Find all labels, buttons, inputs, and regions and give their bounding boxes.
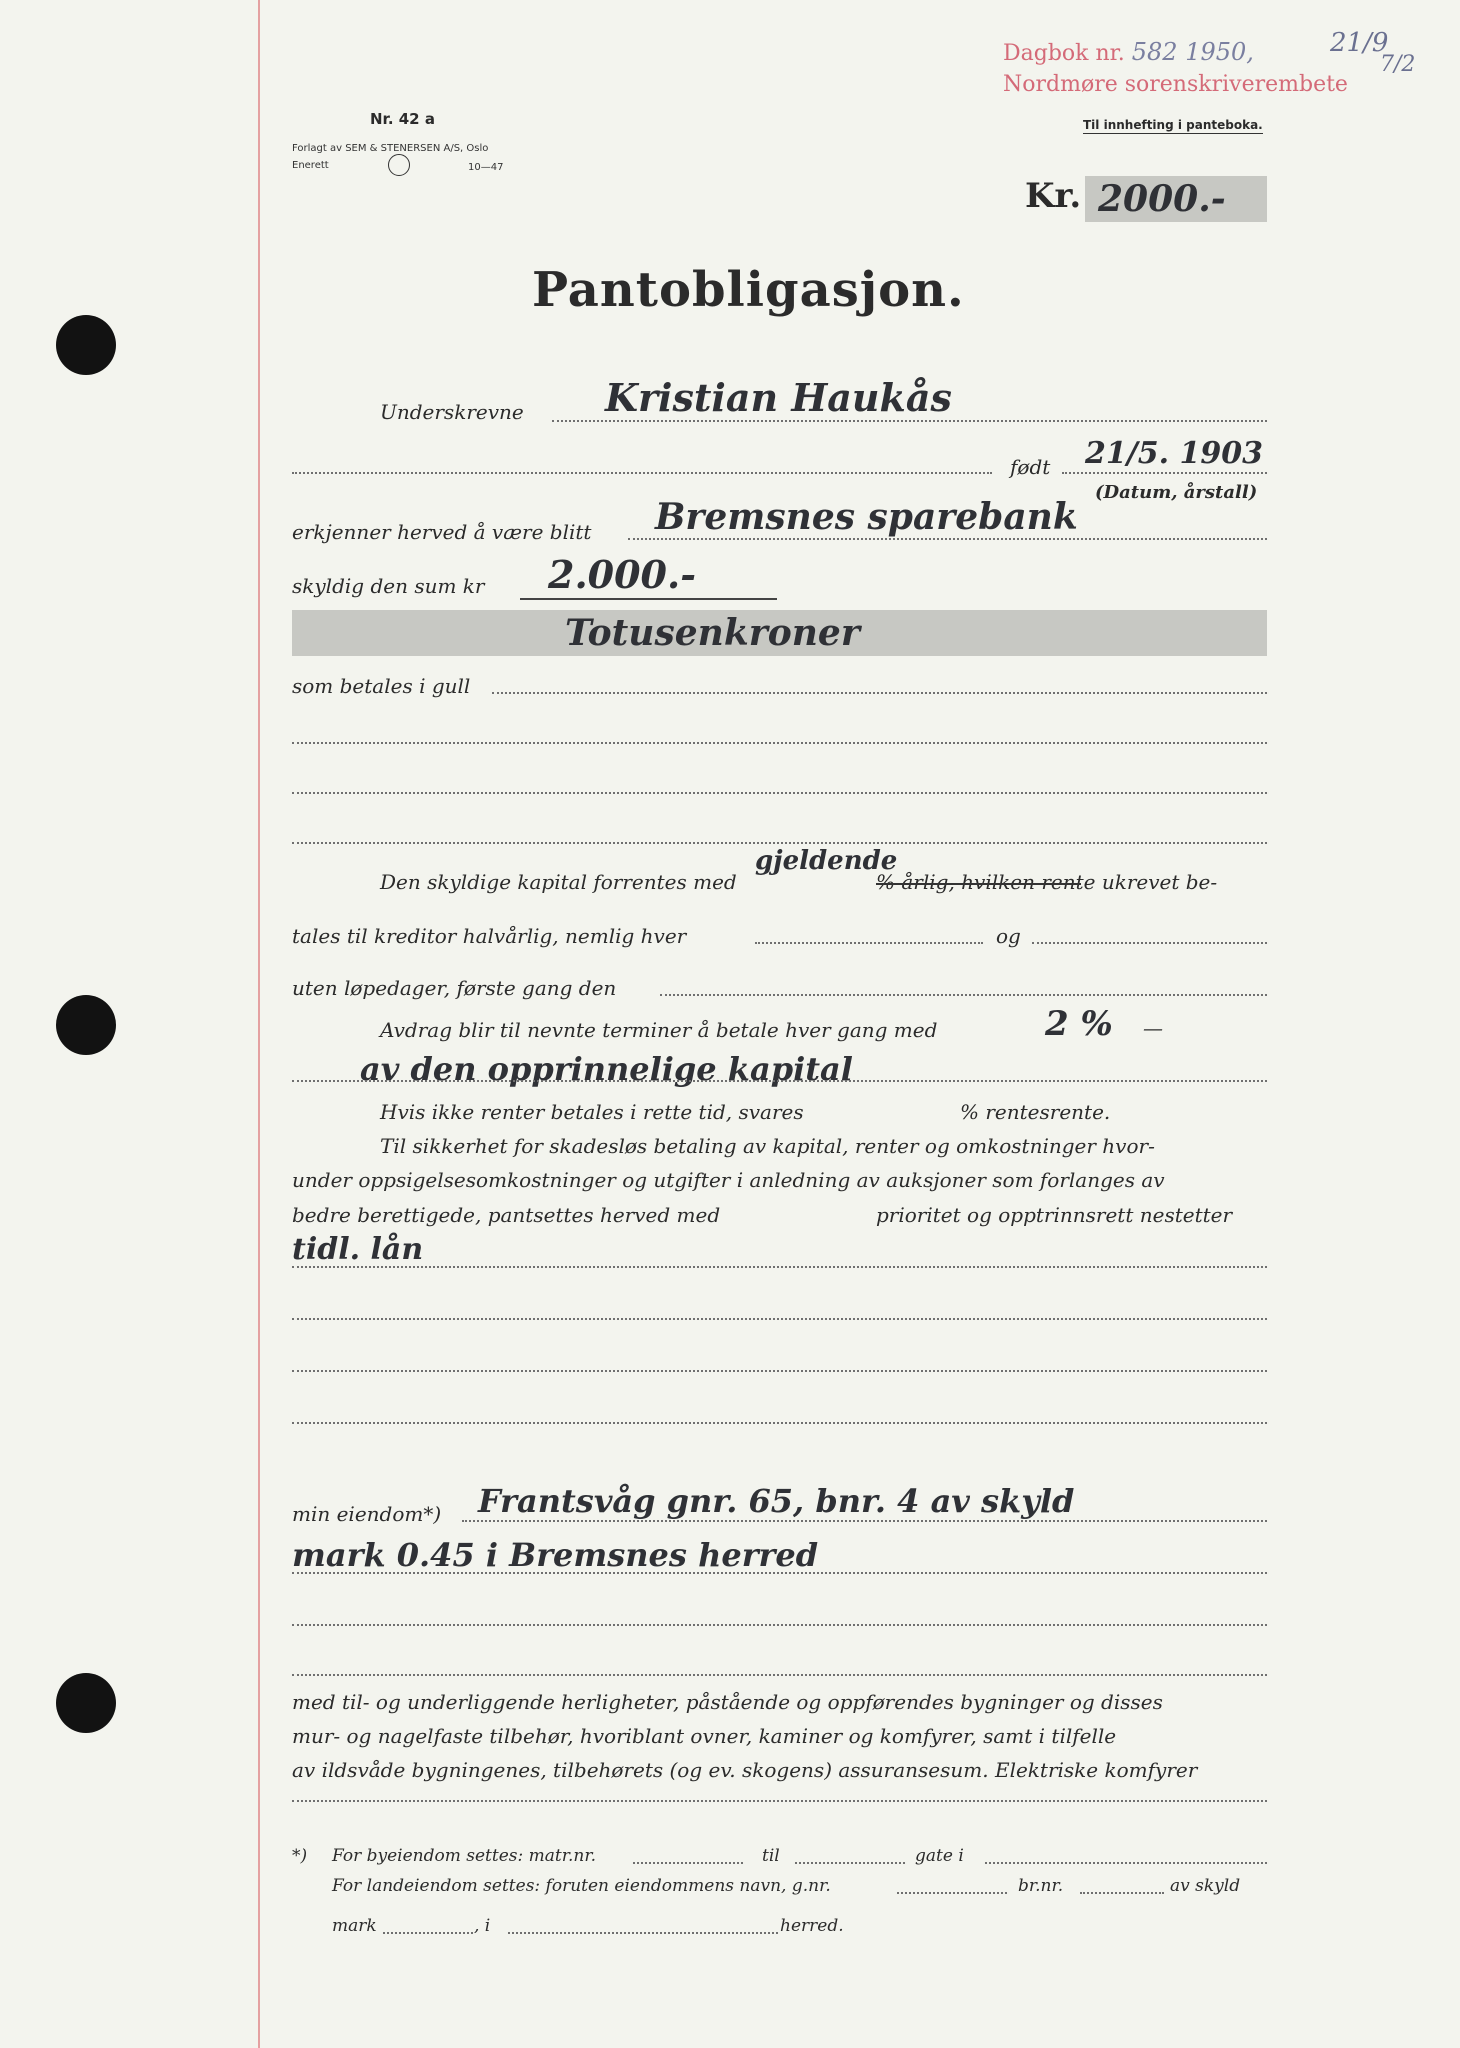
- datum-hint: (Datum, årstall): [1095, 482, 1258, 503]
- terms-line2-b: og: [996, 924, 1021, 948]
- footnote-line3-c: herred.: [780, 1916, 844, 1936]
- punch-hole-bottom: [56, 1673, 116, 1733]
- property-label: min eiendom*): [292, 1502, 442, 1526]
- terms-line2-a: tales til kreditor halvårlig, nemlig hver: [292, 924, 687, 948]
- terms-line3-a: uten løpedager, første gang den: [292, 976, 617, 1000]
- skyldig-label: skyldig den sum kr: [292, 574, 485, 598]
- terms-line4-handwritten: 2 %: [1045, 1004, 1113, 1044]
- property-value-line1: Frantsvåg gnr. 65, bnr. 4 av skyld: [478, 1482, 1075, 1520]
- terms-line10-handwritten: tidl. lån: [292, 1232, 424, 1267]
- form-number: Nr. 42 a: [370, 110, 435, 128]
- stamp-dagbok-number: 582 1950,: [1131, 38, 1254, 66]
- closing-line3: av ildsvåde bygningenes, tilbehørets (og ev. skogens) assuransesum. Elektriske komfyrer: [292, 1758, 1198, 1782]
- fodt-value: 21/5. 1903: [1085, 436, 1263, 471]
- document-title: Pantobligasjon.: [532, 262, 965, 318]
- terms-line8: under oppsigelsesomkostninger og utgifter i anledning av auksjoner som forlanges av: [292, 1168, 1165, 1192]
- footnote-line3-b: , i: [474, 1916, 491, 1936]
- stamp-dagbok: [1003, 38, 1254, 66]
- underskrevne-label: Underskrevne: [380, 400, 524, 424]
- strike-line: [876, 883, 1081, 885]
- punch-hole-middle: [56, 995, 116, 1055]
- footnote-line2-a: For landeiendom settes: foruten eiendommens navn, g.nr.: [332, 1876, 831, 1896]
- footnote-line1-a: For byeiendom settes: matr.nr.: [332, 1846, 596, 1866]
- underskrevne-value: Kristian Haukås: [605, 375, 952, 420]
- publisher-date: 10—47: [468, 162, 504, 173]
- terms-line1-a: Den skyldige kapital forrentes med: [380, 870, 737, 894]
- footnote-line2-c: av skyld: [1170, 1876, 1241, 1896]
- stamp-date-handwritten-2: 7/2: [1380, 52, 1416, 77]
- terms-line9-b: prioritet og opptrinnsrett nestetter: [876, 1203, 1233, 1227]
- terms-line9-a: bedre berettigede, pantsettes herved med: [292, 1203, 721, 1227]
- erkjenner-value: Bremsnes sparebank: [655, 496, 1078, 538]
- terms-line4-dash: —: [1143, 1016, 1163, 1040]
- margin-line: [258, 0, 260, 2048]
- stamp-dagbok-label: Dagbok nr.: [1003, 41, 1125, 66]
- punch-hole-top: [56, 315, 116, 375]
- footnote-line3-a: mark: [332, 1916, 377, 1936]
- terms-line7: Til sikkerhet for skadesløs betaling av kapital, renter og omkostninger hvor-: [380, 1134, 1155, 1158]
- terms-line4-a: Avdrag blir til nevnte terminer å betale hver gang med: [380, 1018, 938, 1042]
- footnote-line1-b: til: [762, 1846, 780, 1866]
- terms-line5-handwritten: av den opprinnelige kapital: [360, 1050, 853, 1088]
- closing-line2: mur- og nagelfaste tilbehør, hvoriblant ovner, kaminer og komfyrer, samt i tilfelle: [292, 1724, 1117, 1748]
- terms-line1-handwritten: gjeldende: [755, 846, 898, 876]
- property-value-line2: mark 0.45 i Bremsnes herred: [292, 1536, 819, 1574]
- publisher-enerett: Enerett: [292, 160, 329, 171]
- publisher-logo: [388, 154, 410, 176]
- gull-label: som betales i gull: [292, 674, 471, 698]
- terms-line6-a: Hvis ikke renter betales i rette tid, svares: [380, 1100, 804, 1124]
- kr-value: 2000.-: [1098, 178, 1226, 220]
- closing-line1: med til- og underliggende herligheter, påstående og oppførendes bygninger og disses: [292, 1690, 1163, 1714]
- erkjenner-label: erkjenner herved å være blitt: [292, 520, 592, 544]
- footnote-marker: *): [292, 1846, 308, 1866]
- terms-line1-b: % årlig, hvilken rente ukrevet be-: [876, 870, 1218, 894]
- stamp-court: Nordmøre sorenskriverembete: [1003, 72, 1348, 97]
- stamp-date-handwritten: 21/9: [1330, 28, 1389, 58]
- kr-label: Kr.: [1025, 176, 1082, 216]
- filing-note: Til innhefting i panteboka.: [1083, 118, 1263, 132]
- footnote-line1-c: gate i: [915, 1846, 964, 1866]
- terms-line6-b: % rentesrente.: [960, 1100, 1111, 1124]
- fodt-label: født: [1010, 455, 1051, 479]
- skyldig-value: 2.000.-: [548, 552, 696, 597]
- amount-words: Totusenkroner: [565, 612, 860, 654]
- publisher-line: Forlagt av SEM & STENERSEN A/S, Oslo: [292, 143, 489, 154]
- footnote-line2-b: br.nr.: [1018, 1876, 1064, 1896]
